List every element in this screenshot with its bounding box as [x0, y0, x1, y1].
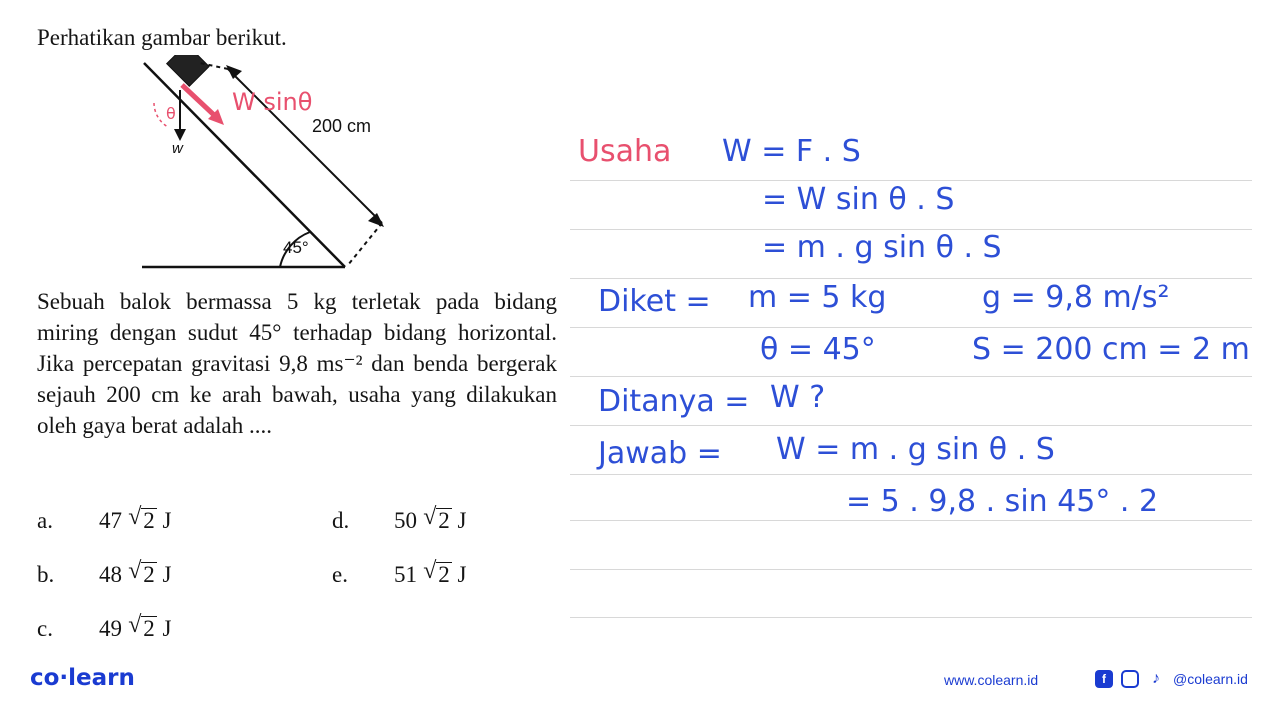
distance-extension-bottom: [348, 223, 382, 265]
block: [167, 55, 209, 86]
jawab-label: Jawab =: [598, 436, 722, 471]
ruled-line: [570, 327, 1252, 328]
option-coef: 51: [394, 562, 417, 587]
usaha-line-3: = m . g sin θ . S: [762, 230, 1002, 265]
theta-label: θ: [166, 104, 176, 123]
option-unit: J: [162, 562, 172, 587]
question-text: Sebuah balok bermassa 5 kg terletak pada bidang miring dengan sudut 45° terhadap bidang horizontal. Jika percepatan gravitasi 9,8 ms⁻² dan benda bergerak sejauh 200 cm ke arah bawah, usaha yang dilakukan oleh gaya berat adalah ....: [37, 289, 557, 438]
option-b: [37, 562, 171, 588]
component-arrow: [182, 85, 214, 115]
option-label: b.: [37, 562, 55, 587]
option-label: c.: [37, 616, 53, 641]
option-unit: J: [162, 508, 172, 533]
colearn-logo: co·learn: [30, 665, 135, 691]
option-coef: 47: [99, 508, 122, 533]
diket-theta: θ = 45°: [760, 332, 876, 367]
usaha-label: Usaha: [578, 134, 672, 169]
footer-handle[interactable]: @colearn.id: [1173, 671, 1248, 687]
diket-mass: m = 5 kg: [748, 280, 887, 315]
option-root: √ 2: [436, 562, 452, 587]
ditanya-label: Ditanya =: [598, 384, 750, 419]
angle-label: 45°: [283, 238, 309, 257]
ruled-line: [570, 520, 1252, 521]
usaha-line-2: = W sin θ . S: [762, 182, 955, 217]
footer-url[interactable]: www.colearn.id: [944, 672, 1039, 688]
weight-label: w: [172, 140, 183, 157]
instagram-icon[interactable]: [1121, 670, 1139, 688]
option-root: √ 2: [141, 508, 157, 533]
option-coef: 49: [99, 616, 122, 641]
option-label: a.: [37, 508, 53, 533]
option-coef: 48: [99, 562, 122, 587]
problem-intro: Perhatikan gambar berikut.: [37, 25, 287, 50]
option-unit: J: [457, 562, 467, 587]
option-c: [37, 616, 171, 642]
option-coef: 50: [394, 508, 417, 533]
jawab-line-1: W = m . g sin θ . S: [776, 432, 1055, 467]
option-a: [37, 508, 171, 534]
distance-arrow-top: [226, 65, 242, 79]
diket-distance: S = 200 cm = 2 m: [972, 332, 1250, 367]
ruled-line: [570, 569, 1252, 570]
usaha-line-1: W = F . S: [722, 134, 861, 169]
option-root: √ 2: [141, 616, 157, 641]
option-root: √ 2: [436, 508, 452, 533]
component-label: W sinθ: [232, 88, 313, 116]
ruled-line: [570, 278, 1252, 279]
diket-label: Diket =: [598, 284, 711, 319]
footer-social: [1095, 670, 1248, 688]
ruled-line: [570, 376, 1252, 377]
option-unit: J: [162, 616, 172, 641]
option-label: d.: [332, 508, 350, 533]
ruled-line: [570, 180, 1252, 181]
ditanya-value: W ?: [770, 380, 826, 415]
option-d: [332, 508, 466, 534]
ruled-line: [570, 617, 1252, 618]
ruled-line: [570, 425, 1252, 426]
ruled-line: [570, 474, 1252, 475]
distance-label: 200 cm: [312, 116, 372, 136]
diket-gravity: g = 9,8 m/s²: [982, 280, 1170, 315]
option-root: √ 2: [141, 562, 157, 587]
tiktok-icon[interactable]: ♪: [1152, 670, 1160, 687]
option-e: [332, 562, 466, 588]
jawab-line-2: = 5 . 9,8 . sin 45° . 2: [846, 484, 1159, 519]
facebook-icon[interactable]: f: [1095, 670, 1113, 688]
option-unit: J: [457, 508, 467, 533]
option-label: e.: [332, 562, 348, 587]
